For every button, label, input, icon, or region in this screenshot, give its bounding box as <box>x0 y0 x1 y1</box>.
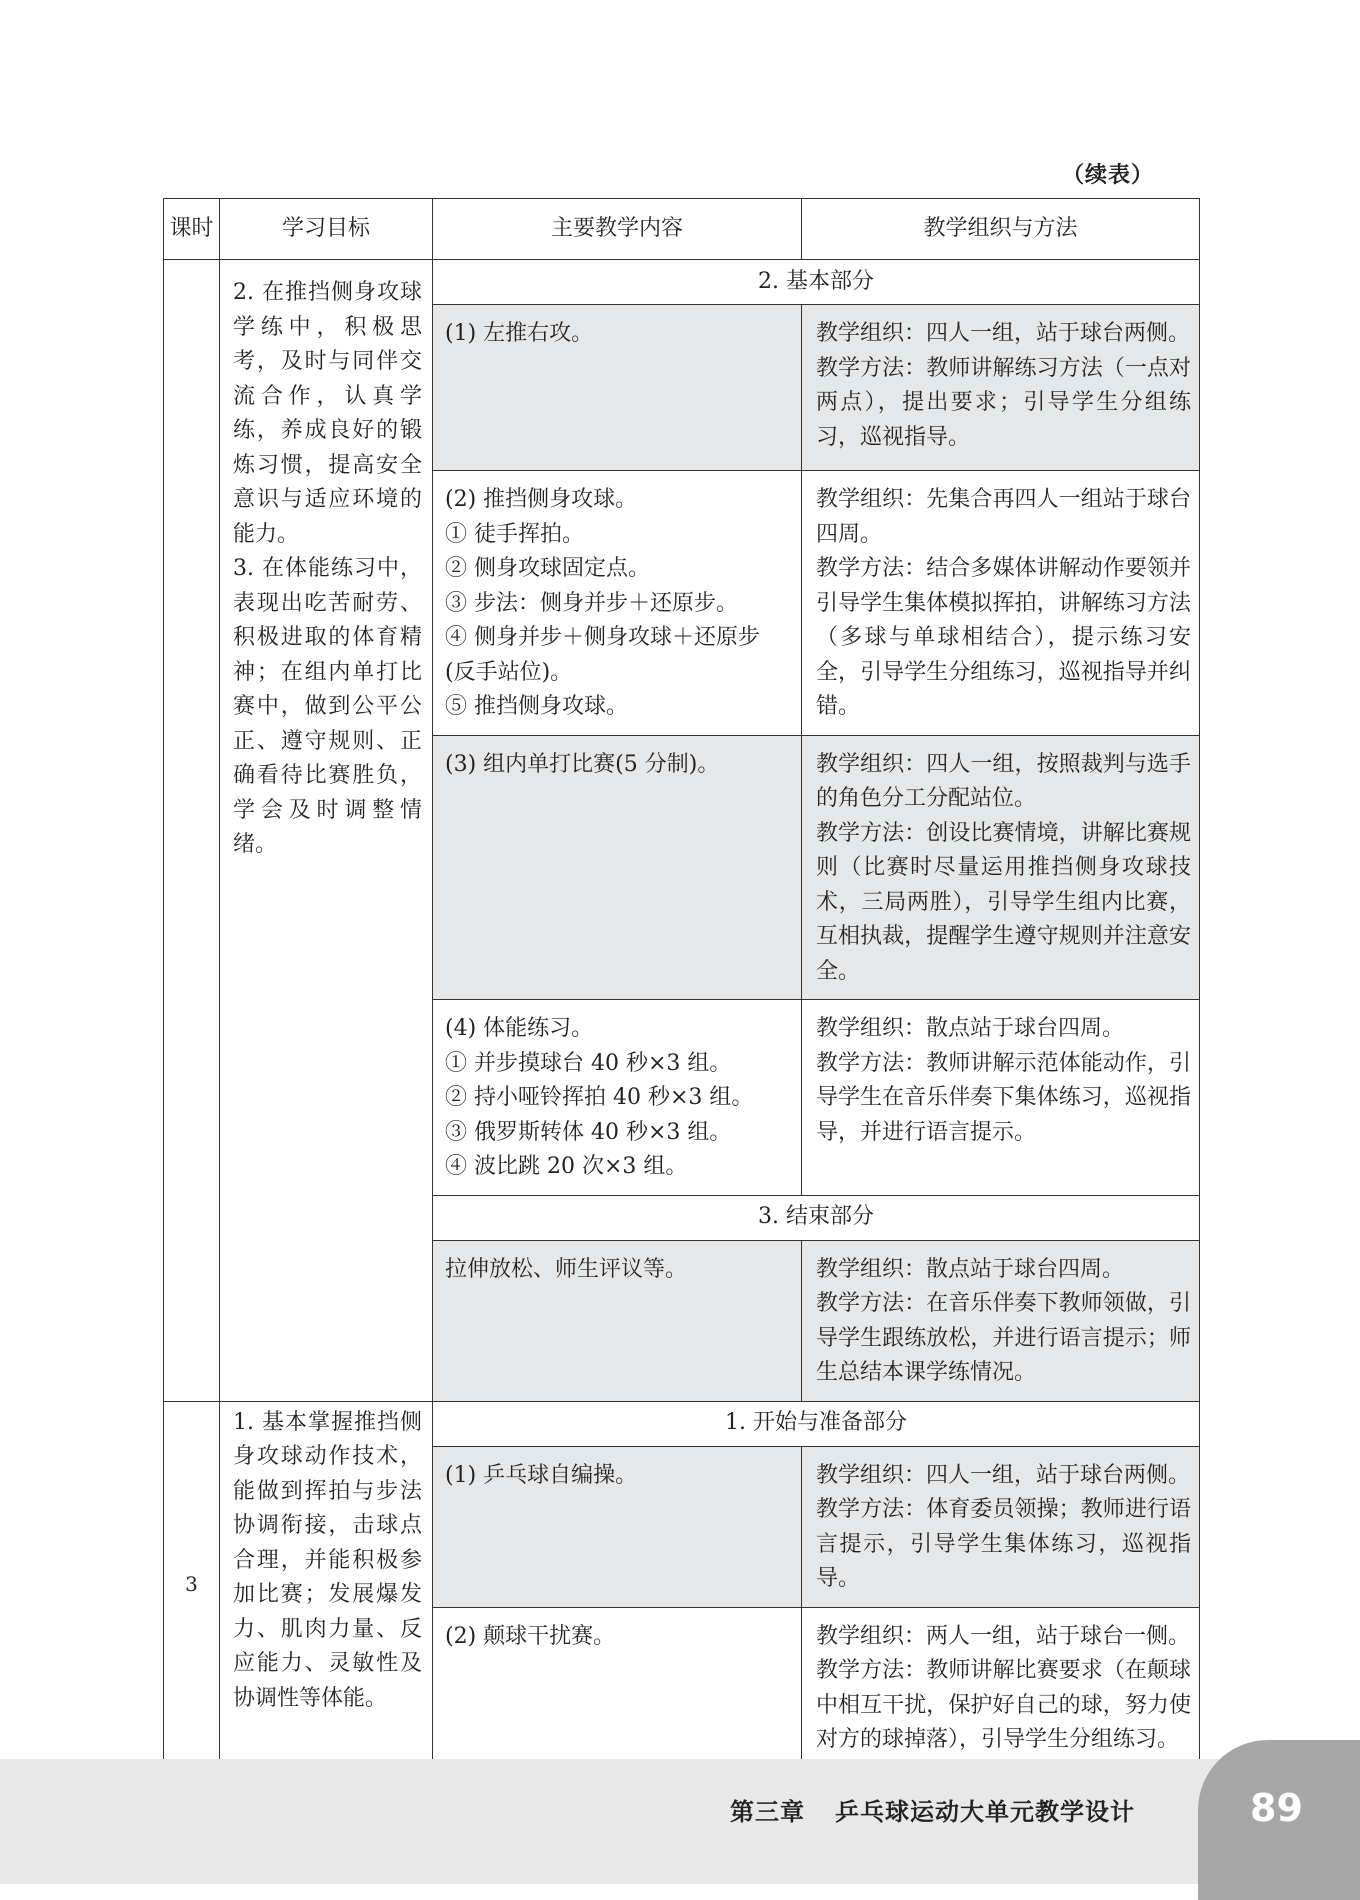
method-cell <box>802 305 1200 471</box>
method-cell <box>802 1607 1200 1768</box>
content-line: ④ 波比跳 20 次×3 组。 <box>445 1154 688 1179</box>
method-line: 教学方法：教师讲解示范体能动作，引导学生在音乐伴奏下集体练习，巡视指导，并进行语言提示。 <box>816 1050 1191 1145</box>
continued-table-label: （续表） <box>1061 163 1154 188</box>
learning-goals-cell <box>220 1401 433 1768</box>
content-line: ⑤ 推挡侧身攻球。 <box>445 694 628 719</box>
content-line: ④ 侧身并步＋侧身攻球＋还原步 <box>445 625 760 650</box>
header-content: 主要教学内容 <box>433 199 802 260</box>
method-line: 教学方法：体育委员领操；教师进行语言提示，引导学生集体练习，巡视指导。 <box>816 1497 1191 1591</box>
method-line: 教学方法：教师讲解练习方法（一点对两点），提出要求；引导学生分组练习，巡视指导。 <box>816 355 1191 450</box>
lesson-number-cell <box>164 260 220 1402</box>
content-line: ② 持小哑铃挥拍 40 秒×3 组。 <box>445 1085 754 1110</box>
section-heading-end: 3. 结束部分 <box>433 1195 1200 1240</box>
method-line: 教学组织：散点站于球台四周。 <box>816 1016 1125 1041</box>
header-goals: 学习目标 <box>220 199 433 260</box>
content-cell <box>433 1607 802 1768</box>
content-cell <box>433 1000 802 1196</box>
content-line: 拉伸放松、师生评议等。 <box>445 1256 688 1282</box>
method-line: 教学组织：四人一组，按照裁判与选手的角色分工分配站位。 <box>816 751 1191 811</box>
content-cell <box>433 305 802 471</box>
content-line: (1) 乒乓球自编操。 <box>445 1462 638 1488</box>
content-line: ② 侧身攻球固定点。 <box>445 556 650 581</box>
header-lesson: 课时 <box>164 199 220 260</box>
method-line: 教学方法：结合多媒体讲解动作要领并引导学生集体模拟挥拍，讲解练习方法（多球与单球相结合），提示练习安全，引导学生分组练习，巡视指导并纠错。 <box>816 556 1191 719</box>
section-heading-start: 1. 开始与准备部分 <box>433 1401 1200 1446</box>
learning-goals-cell <box>220 260 433 1402</box>
method-cell <box>802 1240 1200 1401</box>
method-line: 教学组织：两人一组，站于球台一侧。 <box>816 1623 1191 1649</box>
method-line: 教学组织：四人一组，站于球台两侧。 <box>816 321 1191 346</box>
goal-text: 1. 基本掌握推挡侧身攻球动作技术，能做到挥拍与步法协调衔接，击球点合理，并能积极参加比赛；发展爆发力、肌肉力量、反应能力、灵敏性及协调性等体能。 <box>233 1409 422 1711</box>
content-line: (2) 推挡侧身攻球。 <box>445 487 638 512</box>
page-number: 89 <box>1250 1786 1303 1830</box>
content-line: (1) 左推右攻。 <box>445 321 594 346</box>
content-line: (2) 颠球干扰赛。 <box>445 1623 616 1649</box>
content-cell <box>433 1446 802 1607</box>
method-line: 教学方法：教师讲解比赛要求（在颠球中相互干扰，保护好自己的球，努力使对方的球掉落），引导学生分组练习。 <box>816 1658 1191 1752</box>
method-cell <box>802 471 1200 736</box>
footer-chapter-title <box>730 1792 1135 1827</box>
content-cell <box>433 1240 802 1401</box>
header-method: 教学组织与方法 <box>802 199 1200 260</box>
goal-text: 3. 在体能练习中，表现出吃苦耐劳、积极进取的体育精神；在组内单打比赛中，做到公平公正、遵守规则、正确看待比赛胜负，学会及时调整情绪。 <box>233 556 422 857</box>
content-line: ① 并步摸球台 40 秒×3 组。 <box>445 1050 732 1076</box>
table-row <box>164 1401 1200 1446</box>
lesson-number-cell: 3 <box>164 1401 220 1768</box>
content-line: (反手站位)。 <box>445 659 573 685</box>
method-cell <box>802 1446 1200 1607</box>
method-line: 教学组织：先集合再四人一组站于球台四周。 <box>816 487 1191 547</box>
method-cell <box>802 735 1200 1000</box>
section-heading-basic: 2. 基本部分 <box>433 260 1200 305</box>
content-line: (3) 组内单打比赛(5 分制)。 <box>445 751 720 777</box>
content-cell <box>433 735 802 1000</box>
content-line: ③ 俄罗斯转体 40 秒×3 组。 <box>445 1119 732 1145</box>
table-row <box>164 260 1200 305</box>
page-footer-band <box>0 1759 1360 1884</box>
content-line: ③ 步法：侧身并步＋还原步。 <box>445 590 738 616</box>
footer-chapter: 第三章 <box>730 1798 805 1826</box>
method-line: 教学方法：创设比赛情境，讲解比赛规则（比赛时尽量运用推挡侧身攻球技术，三局两胜），引导学生组内比赛，互相执裁，提醒学生遵守规则并注意安全。 <box>816 820 1191 984</box>
method-line: 教学方法：在音乐伴奏下教师领做，引导学生跟练放松，并进行语言提示；师生总结本课学练情况。 <box>816 1291 1191 1385</box>
content-line: ① 徒手挥拍。 <box>445 521 584 547</box>
method-cell <box>802 1000 1200 1196</box>
content-cell <box>433 471 802 736</box>
table-header-row <box>164 199 1200 260</box>
goal-text: 2. 在推挡侧身攻球学练中，积极思考，及时与同伴交流合作，认真学练，养成良好的锻炼习惯，提高安全意识与适应环境的能力。 <box>233 280 422 547</box>
footer-title-text: 乒乓球运动大单元教学设计 <box>835 1798 1135 1826</box>
method-line: 教学组织：散点站于球台四周。 <box>816 1256 1125 1282</box>
method-line: 教学组织：四人一组，站于球台两侧。 <box>816 1462 1191 1488</box>
content-line: (4) 体能练习。 <box>445 1016 594 1041</box>
lesson-plan-table <box>163 198 1200 1769</box>
